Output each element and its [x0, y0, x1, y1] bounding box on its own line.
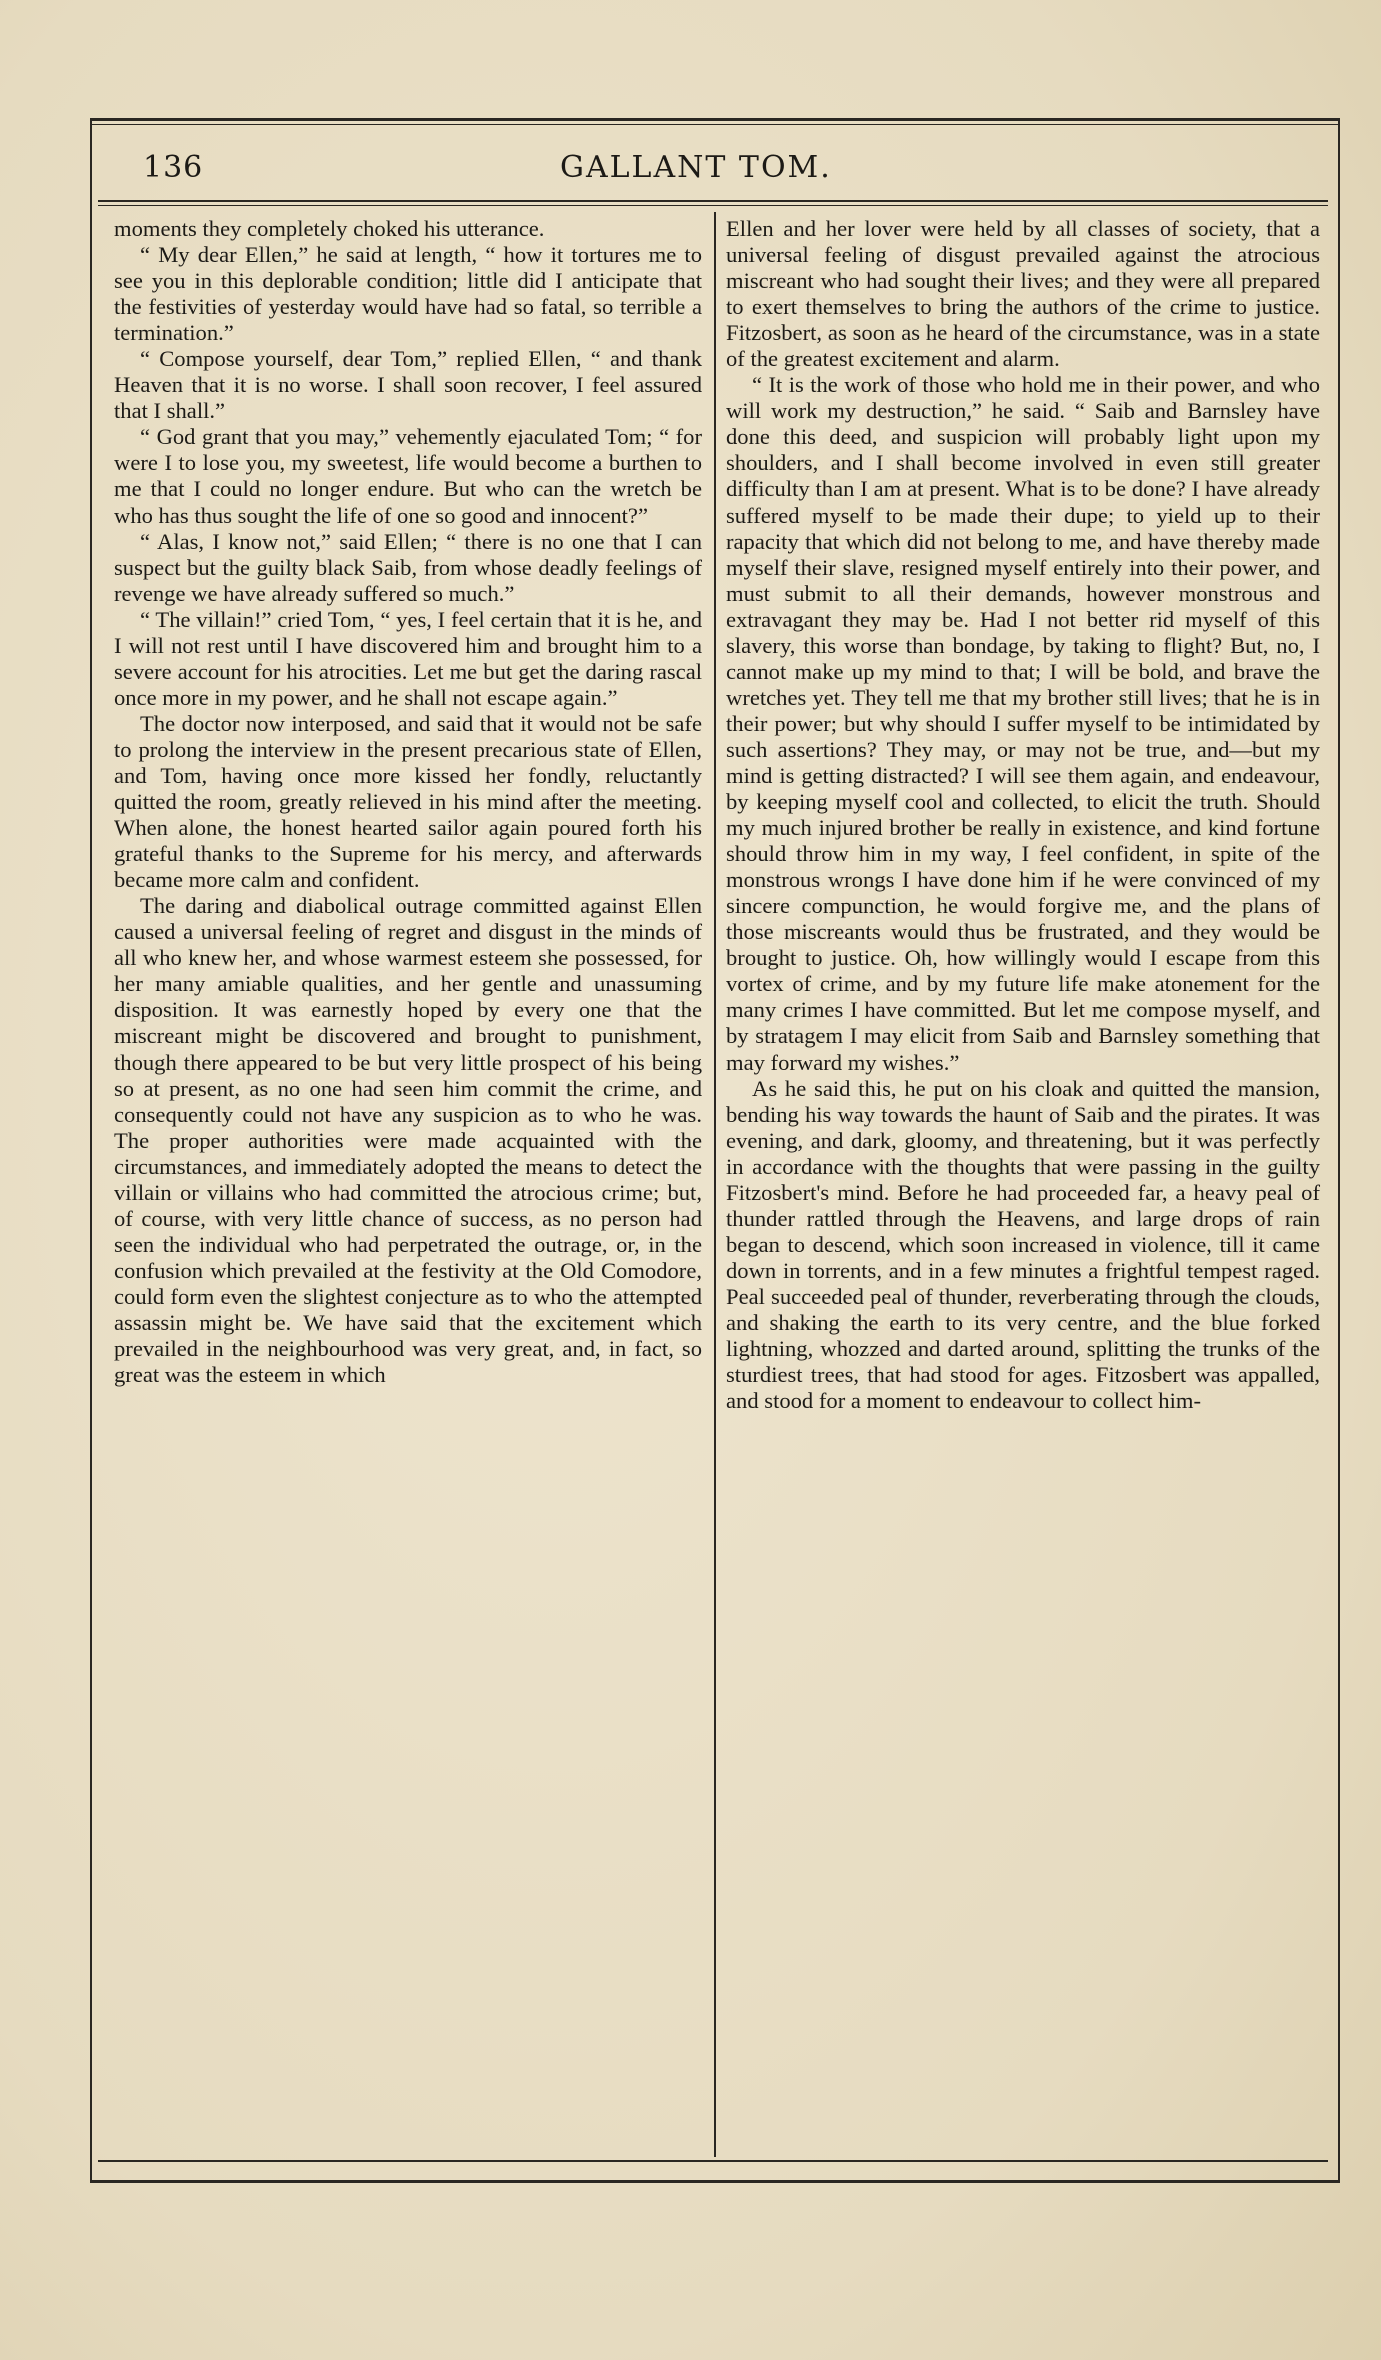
left-column	[114, 216, 702, 1388]
header-rule-thin	[98, 205, 1328, 206]
top-rule	[90, 118, 1340, 121]
paragraph: Ellen and her lover were held by all classes of society, that a universal feeling of disgust prevailed against the atrocious miscreant who had sought their lives; and they were all prepared to exert themselves to bring the authors of the crime to justice. Fitzosbert, as soon as he heard of the circumstance, was in a state of the greatest excitement and alarm.	[726, 216, 1320, 372]
frame-left-rule	[90, 118, 92, 2183]
paragraph: “ God grant that you may,” vehemently ejaculated Tom; “ for were I to lose you, my sweetest, life would become a burthen to me that I could no longer endure. But who can the wretch be who has thus sought the life of one so good and innocent?”	[114, 424, 702, 528]
paragraph: “ The villain!” cried Tom, “ yes, I feel certain that it is he, and I will not rest until I have discovered him and brought him to a severe account for his atrocities. Let me but get the daring rascal once more in my power, and he shall not escape again.”	[114, 606, 702, 710]
paragraph: As he said this, he put on his cloak and quitted the mansion, bending his way towards the haunt of Saib and the pirates. It was evening, and dark, gloomy, and threatening, but it was perfectly in accordance with the thoughts that were passing in the guilty Fitzosbert's mind. Before he had proceeded far, a heavy peal of thunder rattled through the Heavens, and large drops of rain began to descend, which soon increased in violence, till it came down in torrents, and in a few minutes a frightful tempest raged. Peal succeeded peal of thunder, reverberating through the clouds, and shaking the earth to its very centre, and the blue forked lightning, whozzed and darted around, splitting the trunks of the sturdiest trees, that had stood for ages. Fitzosbert was appalled, and stood for a moment to endeavour to collect him-	[726, 1075, 1320, 1414]
column-separator	[714, 212, 716, 2157]
bottom-rule-thin	[98, 2160, 1328, 2162]
paragraph: “ My dear Ellen,” he said at length, “ how it tortures me to see you in this deplorable condition; little did I anticipate that the festivities of yesterday would have had so fatal, so terrible a termination.”	[114, 242, 702, 346]
page-number: 136	[143, 150, 204, 185]
frame-right-rule	[1338, 118, 1340, 2183]
header-rule	[98, 200, 1328, 202]
paragraph: The doctor now interposed, and said that it would not be safe to prolong the interview in the present precarious state of Ellen, and Tom, having once more kissed her fondly, reluctantly quitted the room, greatly relieved in his mind after the meeting. When alone, the honest hearted sailor again poured forth his grateful thanks to the Supreme for his mercy, and afterwards became more calm and confident.	[114, 710, 702, 893]
bottom-rule	[90, 2180, 1340, 2183]
paragraph: “ Compose yourself, dear Tom,” replied Ellen, “ and thank Heaven that it is no worse. I shall soon recover, I feel assured that I shall.”	[114, 346, 702, 424]
paragraph: “ Alas, I know not,” said Ellen; “ there is no one that I can suspect but the guilty black Saib, from whose deadly feelings of revenge we have already suffered so much.”	[114, 528, 702, 606]
paragraph: moments they completely choked his utterance.	[114, 216, 545, 241]
right-column	[726, 216, 1320, 1414]
running-title: GALLANT TOM.	[560, 150, 832, 185]
top-rule-thin	[90, 124, 1340, 125]
paragraph: The daring and diabolical outrage committed against Ellen caused a universal feeling of regret and disgust in the minds of all who knew her, and whose warmest esteem she possessed, for her many amiable qualities, and her gentle and unassuming disposition. It was earnestly hoped by every one that the miscreant might be discovered and brought to punishment, though there appeared to be but very little prospect of his being so at present, as no one had seen him commit the crime, and consequently could not have any suspicion as to who he was. The proper authorities were made acquainted with the circumstances, and immediately adopted the means to detect the villain or villains who had committed the atrocious crime; but, of course, with very little chance of success, as no person had seen the individual who had perpetrated the outrage, or, in the confusion which prevailed at the festivity at the Old Comodore, could form even the slightest conjecture as to who the attempted assassin might be. We have said that the excitement which prevailed in the neighbourhood was very great, and, in fact, so great was the esteem in which	[114, 893, 702, 1388]
paragraph: “ It is the work of those who hold me in their power, and who will work my destruction,” he said. “ Saib and Barnsley have done this deed, and suspicion will probably light upon my shoulders, and I shall become involved in even still greater difficulty than I am at present. What is to be done? I have already suffered myself to be made their dupe; to yield up to their rapacity that which did not belong to me, and have thereby made myself their slave, resigned myself entirely into their power, and must submit to all their demands, however monstrous and extravagant they may be. Had I not better rid myself of this slavery, this worse than bondage, by taking to flight? But, no, I cannot make up my mind to that; I will be bold, and brave the wretches yet. They tell me that my brother still lives; that he is in their power; but why should I suffer myself to be intimidated by such assertions? They may, or may not be true, and—but my mind is getting distracted? I will see them again, and endeavour, by keeping myself cool and collected, to elicit the truth. Should my much injured brother be really in existence, and kind fortune should throw him in my way, I feel confident, in spite of the monstrous wrongs I have done him if he were convinced of my sincere compunction, he would forgive me, and the plans of those miscreants would thus be frustrated, and they would be brought to justice. Oh, how willingly would I escape from this vortex of crime, and by my future life make atonement for the many crimes I have committed. But let me compose myself, and by stratagem I may elicit from Saib and Barnsley something that may forward my wishes.”	[726, 372, 1320, 1075]
